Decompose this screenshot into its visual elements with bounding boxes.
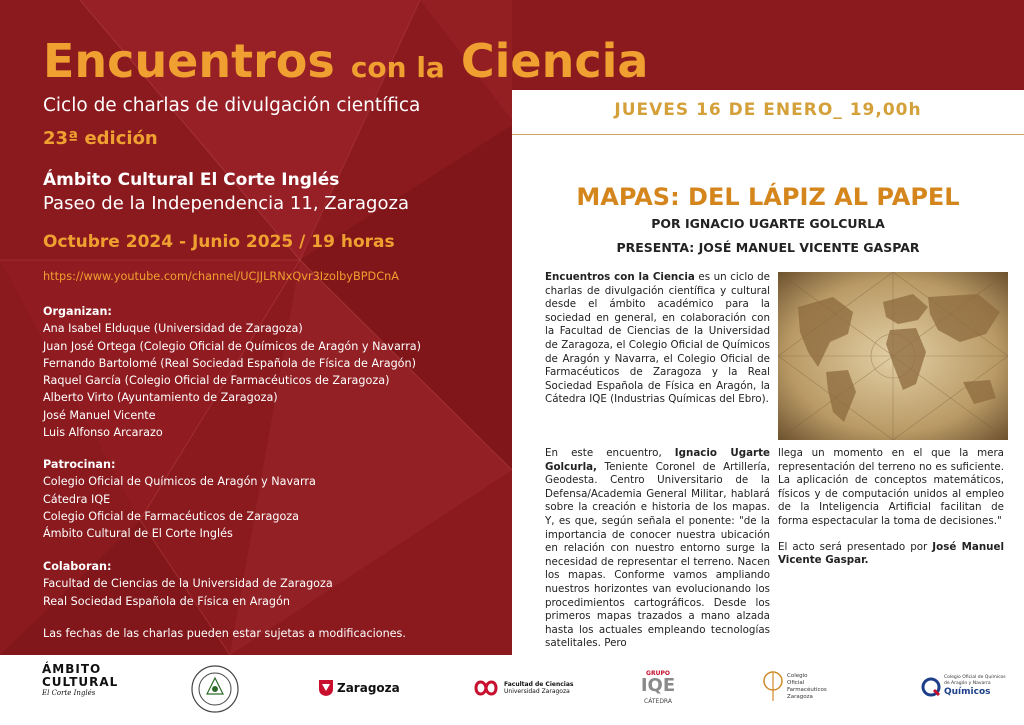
season-dates: Octubre 2024 - Junio 2025 / 19 horas <box>43 232 395 252</box>
sponsor-logo-strip <box>0 655 1024 725</box>
sponsor-item: Ámbito Cultural de El Corte Inglés <box>43 527 233 541</box>
farmacia-emblem-icon <box>762 669 784 705</box>
event-title <box>43 34 648 88</box>
edition-label: 23ª edición <box>43 128 158 149</box>
q-emblem-icon <box>921 677 941 697</box>
event-subtitle: Ciclo de charlas de divulgación científica <box>43 95 421 116</box>
intro-paragraph <box>545 271 770 407</box>
p2-text: Teniente Coronel de Artillería, Geodesta. Centro Universitario de la Defensa/Academia General Militar, hablará sobre la creación e historia de los mapas. Y, es que, según señala el ponente: "de la importancia de conocer nuestra ubicación en relación con nuestro entorno surge la necesidad de representar el terreno. Nacen los mapas. Conforme vamos ampliando nuestros horizontes van evolucionando los procedimientos cartográficos. Desde los primeros mapas trazados a mano alzada hasta los actuales empleando tecnologías satelitales. Pero <box>545 460 770 650</box>
venue-name: Ámbito Cultural El Corte Inglés <box>43 170 340 190</box>
collaborator-item: Facultad de Ciencias de la Universidad de Zaragoza <box>43 577 333 591</box>
organizer-item: José Manuel Vicente <box>43 408 156 422</box>
presenter-line: PRESENTA: JOSÉ MANUEL VICENTE GASPAR <box>616 240 920 255</box>
speaker-paragraph <box>545 447 770 655</box>
organizan-heading: Organizan: <box>43 305 112 318</box>
title-encuentros: Encuentros <box>43 34 335 88</box>
venue-address: Paseo de la Independencia 11, Zaragoza <box>43 193 409 214</box>
collaborator-item: Real Sociedad Española de Física en Aragón <box>43 594 290 608</box>
organizer-item: Fernando Bartolomé (Real Sociedad Española de Física de Aragón) <box>43 356 416 370</box>
talk-date: JUEVES 16 DE ENERO_ 19,00h <box>614 100 922 120</box>
sponsor-item: Colegio Oficial de Farmacéuticos de Zaragoza <box>43 509 300 523</box>
title-con-la: con la <box>350 51 445 84</box>
p4-bold: José Manuel Vicente Gaspar. <box>778 540 1004 567</box>
colaboran-heading: Colaboran: <box>43 560 112 573</box>
ambito-cultural-logo: ÁMBITO CULTURAL El Corte Inglés <box>42 662 119 697</box>
zaragoza-shield-icon <box>318 679 334 697</box>
world-map-image <box>778 272 1008 440</box>
organizan-block <box>43 303 421 441</box>
colaboran-block <box>43 558 333 610</box>
title-ciencia: Ciencia <box>460 34 649 88</box>
talk-title: MAPAS: DEL LÁPIZ AL PAPEL <box>576 183 960 211</box>
p3-text: llega un momento en el que la mera representación del terreno no es suficiente. La aplicación de conceptos matemáticos, físicos y de computación unidos al empleo de la Inteligencia Artificial facilitan de forma espectacular la toma de decisiones." <box>778 447 1004 527</box>
p4-lead: El acto será presentado por <box>778 540 933 553</box>
talk-panel <box>512 90 1024 655</box>
infinity-icon <box>472 677 500 699</box>
organizer-item: Alberto Virto (Ayuntamiento de Zaragoza) <box>43 391 278 405</box>
organizer-item: Raquel García (Colegio Oficial de Farmacéuticos de Zaragoza) <box>43 374 390 388</box>
zaragoza-logo: Zaragoza <box>318 679 400 697</box>
organizer-item: Luis Alfonso Arcarazo <box>43 426 163 440</box>
catedra-iqe-logo: GRUPO IQE CÁTEDRA <box>640 670 676 705</box>
p2-lead: En este encuentro, <box>545 447 675 459</box>
conclusion-paragraph <box>778 447 1004 568</box>
real-sociedad-fisica-seal <box>190 664 240 718</box>
intro-text: es un ciclo de charlas de divulgación científica y cultural desde el ámbito académico para la sociedad en general, en colaboración con la Facultad de Ciencias de la Universidad de Zaragoza, el Colegio Oficial de Químicos de Aragón y Navarra, el Colegio Oficial de Farmacéuticos de Zaragoza y la Real Sociedad Española de Física en Aragón, la Cátedra IQE (Industrias Químicas del Ebro). <box>545 271 770 406</box>
disclaimer-text: Las fechas de las charlas pueden estar sujetas a modificaciones. <box>43 627 406 640</box>
quimicos-logo: Colegio Oficial de Químicos de Aragón y Navarra Químicos <box>921 675 1006 698</box>
patrocinan-heading: Patrocinan: <box>43 458 116 471</box>
youtube-link[interactable]: https://www.youtube.com/channel/UCJJLRNxQvr3IzolbyBPDCnA <box>43 270 399 283</box>
organizer-item: Ana Isabel Elduque (Universidad de Zaragoza) <box>43 322 303 336</box>
speaker-line: POR IGNACIO UGARTE GOLCURLA <box>651 216 885 231</box>
p2-bold: Ignacio Ugarte Golcurla, <box>545 447 770 473</box>
facultad-ciencias-logo: Facultad de Ciencias Universidad Zaragoza <box>472 677 573 699</box>
patrocinan-block <box>43 456 316 542</box>
sponsor-item: Colegio Oficial de Químicos de Aragón y Navarra <box>43 475 316 489</box>
intro-bold: Encuentros con la Ciencia <box>545 271 695 283</box>
divider <box>512 134 1024 135</box>
organizer-item: Juan José Ortega (Colegio Oficial de Químicos de Aragón y Navarra) <box>43 339 422 353</box>
farmaceuticos-logo: Colegio Oficial Farmacéuticos Zaragoza <box>762 669 827 705</box>
sponsor-item: Cátedra IQE <box>43 492 111 506</box>
